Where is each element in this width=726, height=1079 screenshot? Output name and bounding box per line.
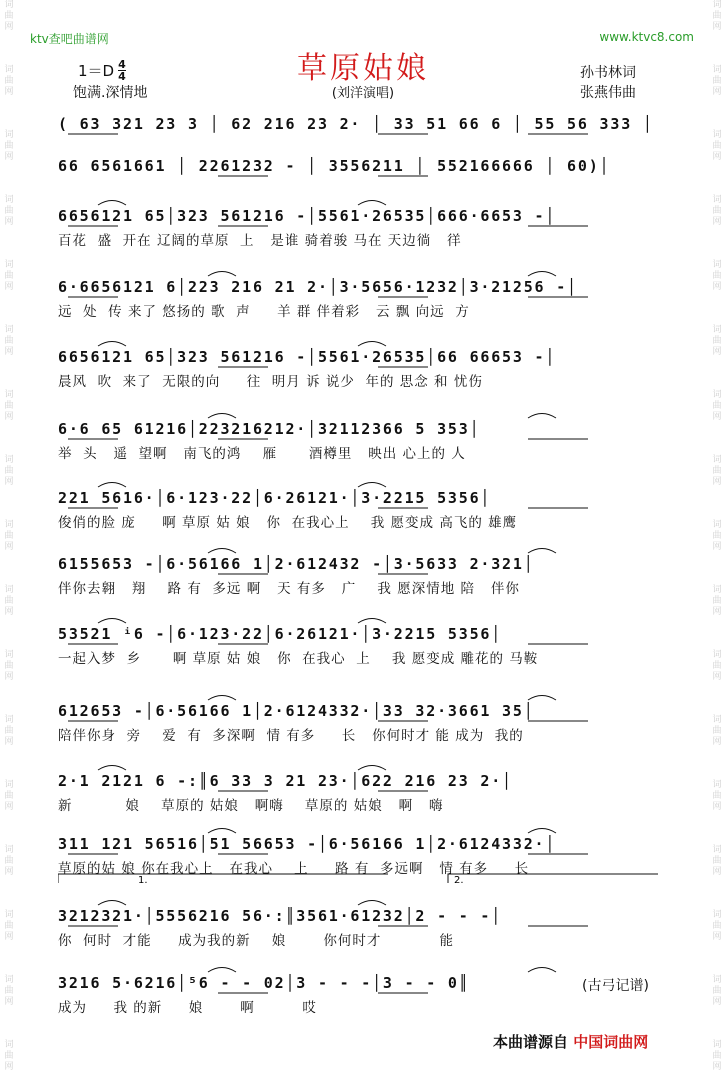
notation-line: [58, 833, 666, 855]
beam-marks: [58, 991, 666, 997]
watermark-group: [4, 390, 13, 423]
notation-line: [58, 700, 666, 722]
notation-line: [58, 487, 666, 509]
notation-line: [58, 972, 666, 994]
time-bottom: 4: [118, 70, 126, 83]
watermark-site-right[interactable]: www.ktvc8.com: [599, 30, 694, 44]
slur-arc: [208, 272, 236, 277]
watermark-char: 曲: [4, 141, 14, 151]
watermark-char: 词: [712, 455, 722, 465]
watermark-char: 曲: [712, 11, 722, 21]
watermark-char: 曲: [712, 466, 722, 476]
beam-marks: [58, 506, 666, 512]
watermark-char: 词: [712, 325, 722, 335]
watermark-group: [712, 520, 721, 553]
watermark-char: 曲: [712, 661, 722, 671]
notation-text: 2·1 2121 6 -:║6 33 3 21 23·│622 216 23 2·│: [58, 772, 513, 790]
watermark-char: 曲: [712, 856, 722, 866]
slur-marks: [58, 614, 666, 624]
watermark-char: 词: [712, 65, 722, 75]
watermark-char: 词: [712, 780, 722, 790]
score-line: [58, 623, 666, 667]
slur-arc: [358, 766, 386, 771]
watermark-char: 词: [712, 910, 722, 920]
watermark-group: [4, 195, 13, 228]
watermark-char: 词: [4, 520, 14, 530]
watermark-char: 词: [712, 845, 722, 855]
notation-text: 66 6561661 │ 2261232 - │ 3556211 │ 552166666 │ 60)│: [58, 157, 611, 175]
watermark-char: 网: [4, 22, 14, 32]
slur-arc: [358, 342, 386, 347]
slur-marks: [58, 337, 666, 347]
beam-marks: [58, 295, 666, 301]
lyric-line: 成为 我 的新 娘 啊 哎: [58, 1000, 317, 1016]
lyric-line: 伴你去翱 翔 路 有 多远 啊 天 有多 广 我 愿深情地 陪 伴你: [58, 581, 520, 597]
watermark-char: 网: [4, 477, 14, 487]
watermark-char: 网: [4, 542, 14, 552]
watermark-char: 网: [4, 347, 14, 357]
notation-line: [58, 623, 666, 645]
slur-marks: [58, 544, 666, 554]
slur-arc: [208, 696, 236, 701]
watermark-char: 词: [4, 0, 14, 10]
slur-marks: [58, 267, 666, 277]
beam-marks: [58, 642, 666, 648]
slur-marks: [58, 146, 666, 156]
watermark-char: 曲: [712, 726, 722, 736]
slur-arc: [528, 968, 556, 973]
watermark-group: [4, 1040, 13, 1073]
watermark-group: [712, 1040, 721, 1073]
watermark-char: 网: [712, 22, 722, 32]
watermark-char: 曲: [712, 271, 722, 281]
notation-line: [58, 770, 666, 792]
watermark-char: 曲: [712, 76, 722, 86]
notation-text: 53521 ⁱ6 -│6·123·22│6·26121·│3·2215 5356│: [58, 625, 503, 643]
slur-arc: [98, 483, 126, 488]
watermark-char: 网: [712, 282, 722, 292]
watermark-char: 网: [4, 87, 14, 97]
notation-text: 612653 -│6·56166 1│2·6124332·│33 32·3661 35│: [58, 702, 535, 720]
watermark-char: 曲: [4, 401, 14, 411]
watermark-group: [712, 845, 721, 878]
source-label: 本曲谱源自: [493, 1033, 569, 1051]
notation-line: [58, 155, 666, 177]
lyric-line: 百花 盛 开在 辽阔的草原 上 是谁 骑着骏 马在 天边徜 徉: [58, 233, 462, 249]
watermark-char: 词: [712, 130, 722, 140]
watermark-char: 网: [712, 672, 722, 682]
score-line: [58, 700, 666, 744]
watermark-char: 曲: [4, 76, 14, 86]
volta-brackets: [58, 872, 666, 884]
watermark-group: [712, 780, 721, 813]
watermark-char: 网: [712, 802, 722, 812]
slur-marks: [58, 761, 666, 771]
watermark-group: [712, 975, 721, 1008]
watermark-char: 网: [712, 217, 722, 227]
notation-text: 221 5616·│6·123·22│6·26121·│3·2215 5356│: [58, 489, 492, 507]
slur-arc: [208, 968, 236, 973]
slur-marks: [58, 104, 666, 114]
watermark-char: 网: [712, 997, 722, 1007]
notation-line: [58, 205, 666, 227]
watermark-char: 网: [712, 607, 722, 617]
score-line: [58, 418, 666, 462]
watermark-char: 网: [4, 607, 14, 617]
watermark-group: [4, 325, 13, 358]
slur-arc: [208, 549, 236, 554]
slur-arc: [208, 829, 236, 834]
watermark-char: 词: [712, 715, 722, 725]
watermark-group: [4, 130, 13, 163]
score-line: [58, 833, 666, 877]
watermark-char: 词: [4, 130, 14, 140]
beam-marks: [58, 789, 666, 795]
watermark-group: [4, 455, 13, 488]
singer-credit: (刘洋演唱): [331, 86, 395, 101]
watermark-char: 词: [4, 910, 14, 920]
score-line: [58, 346, 666, 390]
score-line: [58, 205, 666, 249]
watermark-char: 词: [4, 585, 14, 595]
watermark-char: 词: [4, 260, 14, 270]
notation-text: 6155653 -│6·56166 1│2·612432 -│3·5633 2·321│: [58, 555, 535, 573]
watermark-char: 网: [4, 282, 14, 292]
lyric-line: 远 处 传 来了 悠扬的 歌 声 羊 群 伴着彩 云 飘 向远 方: [58, 304, 470, 320]
slur-marks: [58, 478, 666, 488]
slur-arc: [528, 272, 556, 277]
watermark-char: 词: [4, 390, 14, 400]
lyricist-credit: 孙书林词: [580, 65, 636, 81]
slur-marks: [58, 691, 666, 701]
watermark-group: [712, 130, 721, 163]
notation-text: 6·6 65 61216│223216212·│32112366 5 353│: [58, 420, 481, 438]
watermark-char: 曲: [712, 336, 722, 346]
notation-text: 3212321·│5556216 56·:║3561·61232│2 - - -│: [58, 907, 503, 925]
notation-line: [58, 346, 666, 368]
watermark-char: 曲: [4, 986, 14, 996]
watermark-char: 词: [712, 1040, 722, 1050]
watermark-group: [4, 910, 13, 943]
watermark-group: [712, 260, 721, 293]
watermark-char: 词: [4, 455, 14, 465]
right-watermark-strip: [710, 0, 724, 1079]
beam-marks: [58, 224, 666, 230]
watermark-char: 网: [4, 412, 14, 422]
watermark-char: 词: [712, 975, 722, 985]
watermark-char: 词: [712, 260, 722, 270]
slur-arc: [98, 901, 126, 906]
watermark-char: 词: [4, 65, 14, 75]
beam-marks: [58, 924, 666, 930]
lyric-line: 陪伴你身 旁 爱 有 多深啊 情 有多 长 你何时才 能 成为 我的: [58, 728, 524, 744]
watermark-group: [712, 325, 721, 358]
watermark-char: 网: [4, 997, 14, 1007]
slur-arc: [528, 549, 556, 554]
watermark-char: 网: [4, 1062, 14, 1072]
watermark-char: 词: [4, 1040, 14, 1050]
watermark-group: [4, 0, 13, 33]
watermark-char: 曲: [4, 11, 14, 21]
watermark-site-left[interactable]: ktv查吧曲谱网: [30, 32, 109, 46]
time-top: 4: [118, 58, 126, 71]
watermark-char: 曲: [4, 921, 14, 931]
watermark-char: 曲: [4, 336, 14, 346]
slur-arc: [528, 414, 556, 419]
watermark-group: [712, 390, 721, 423]
volta-first: 1.: [138, 875, 148, 884]
notation-line: [58, 276, 666, 298]
notation-line: [58, 905, 666, 927]
lyric-line: 你 何时 才能 成为我的新 娘 你何时才 能: [58, 933, 455, 949]
slur-arc: [98, 766, 126, 771]
slur-marks: [58, 896, 666, 906]
watermark-char: 曲: [4, 661, 14, 671]
lyric-line: 举 头 遥 望啊 南飞的鸿 雁 酒樽里 映出 心上的 人: [58, 446, 466, 462]
watermark-char: 曲: [712, 596, 722, 606]
watermark-char: 网: [4, 737, 14, 747]
beam-marks: [58, 174, 666, 180]
watermark-char: 网: [712, 152, 722, 162]
slur-arc: [528, 696, 556, 701]
notation-text: 6656121 65│323 561216 -│5561·26535│666·6653 -│: [58, 207, 557, 225]
slur-arc: [98, 619, 126, 624]
watermark-char: 网: [712, 542, 722, 552]
beam-marks: [58, 365, 666, 371]
watermark-char: 网: [4, 802, 14, 812]
left-watermark-strip: [2, 0, 16, 1079]
beam-marks: [58, 719, 666, 725]
score-line: [58, 972, 666, 1016]
watermark-char: 网: [4, 932, 14, 942]
slur-marks: [58, 963, 666, 973]
slur-marks: [58, 409, 666, 419]
notation-text: 6656121 65│323 561216 -│5561·26535│66 66653 -│: [58, 348, 557, 366]
slur-arc: [98, 342, 126, 347]
watermark-char: 曲: [4, 1051, 14, 1061]
notation-line: [58, 553, 666, 575]
notation-line: [58, 418, 666, 440]
watermark-char: 曲: [712, 531, 722, 541]
slur-arc: [358, 619, 386, 624]
beam-marks: [58, 437, 666, 443]
lyric-line: 俊俏的脸 庞 啊 草原 姑 娘 你 在我心上 我 愿变成 高飞的 雄鹰: [58, 515, 518, 531]
notation-text: ( 63 321 23 3 │ 62 216 23 2· │ 33 51 66 6 │ 55 56 333 │: [58, 115, 654, 133]
source-site[interactable]: 中国词曲网: [573, 1033, 649, 1051]
source-line: [493, 1031, 648, 1052]
slur-arc: [208, 414, 236, 419]
watermark-char: 网: [712, 867, 722, 877]
lyric-line: 晨风 吹 来了 无限的向 往 明月 诉 说少 年的 思念 和 忧伤: [58, 374, 483, 390]
watermark-char: 曲: [712, 1051, 722, 1061]
watermark-char: 网: [4, 672, 14, 682]
slur-arc: [98, 201, 126, 206]
watermark-char: 网: [712, 347, 722, 357]
watermark-char: 曲: [4, 791, 14, 801]
volta-second: 2.: [454, 875, 464, 884]
watermark-char: 词: [4, 325, 14, 335]
watermark-char: 词: [712, 195, 722, 205]
lyric-line: 草原的姑 娘 你在我心上 在我心 上 路 有 多远啊 情 有多 长: [58, 861, 530, 877]
watermark-group: [712, 650, 721, 683]
watermark-char: 词: [4, 845, 14, 855]
watermark-char: 词: [4, 195, 14, 205]
beam-marks: [58, 132, 666, 138]
watermark-group: [4, 585, 13, 618]
score-line: [58, 155, 666, 177]
score-line: [58, 276, 666, 320]
watermark-char: 网: [4, 152, 14, 162]
lyric-line: 一起入梦 乡 啊 草原 姑 娘 你 在我心 上 我 愿变成 雕花的 马鞍: [58, 651, 539, 667]
watermark-char: 词: [712, 585, 722, 595]
watermark-char: 曲: [4, 596, 14, 606]
watermark-char: 网: [4, 217, 14, 227]
watermark-char: 网: [712, 412, 722, 422]
watermark-char: 词: [712, 650, 722, 660]
transcriber-note: (古弓记谱): [582, 978, 649, 994]
watermark-char: 曲: [712, 791, 722, 801]
score-line: [58, 487, 666, 531]
watermark-group: [4, 650, 13, 683]
notation-text: 311 121 56516│51 56653 -│6·56166 1│2·6124332·│: [58, 835, 557, 853]
mood-marking: 饱满.深情地: [73, 85, 148, 101]
watermark-char: 曲: [712, 986, 722, 996]
watermark-char: 曲: [712, 921, 722, 931]
watermark-char: 词: [4, 780, 14, 790]
notation-line: [58, 113, 666, 135]
watermark-group: [4, 260, 13, 293]
watermark-char: 曲: [4, 726, 14, 736]
watermark-char: 网: [712, 87, 722, 97]
slur-marks: [58, 196, 666, 206]
watermark-group: [4, 520, 13, 553]
watermark-char: 网: [712, 932, 722, 942]
watermark-char: 词: [4, 975, 14, 985]
composer-credit: 张燕伟曲: [580, 85, 636, 101]
watermark-char: 曲: [4, 856, 14, 866]
watermark-group: [712, 585, 721, 618]
lyric-line: 新 娘 草原的 姑娘 啊嗨 草原的 姑娘 啊 嗨: [58, 798, 444, 814]
watermark-char: 词: [712, 0, 722, 10]
notation-text: 3216 5·6216│⁵6 - - 02│3 - - -│3 - - 0║: [58, 974, 470, 992]
slur-arc: [358, 483, 386, 488]
slur-arc: [358, 901, 386, 906]
watermark-char: 词: [4, 715, 14, 725]
song-title: 草原姑娘: [297, 51, 429, 86]
watermark-char: 曲: [4, 466, 14, 476]
slur-arc: [528, 829, 556, 834]
watermark-group: [712, 455, 721, 488]
watermark-char: 网: [4, 867, 14, 877]
score-line: [58, 905, 666, 949]
watermark-group: [712, 195, 721, 228]
watermark-char: 网: [712, 1062, 722, 1072]
score-line: [58, 113, 666, 135]
beam-marks: [58, 572, 666, 578]
watermark-group: [712, 0, 721, 33]
watermark-group: [4, 780, 13, 813]
watermark-char: 曲: [712, 141, 722, 151]
score-line: [58, 553, 666, 597]
watermark-char: 词: [4, 650, 14, 660]
score-line: [58, 770, 666, 814]
watermark-char: 网: [712, 477, 722, 487]
watermark-char: 曲: [4, 271, 14, 281]
watermark-group: [712, 910, 721, 943]
watermark-char: 曲: [4, 206, 14, 216]
watermark-group: [4, 715, 13, 748]
watermark-char: 曲: [4, 531, 14, 541]
watermark-char: 词: [712, 390, 722, 400]
watermark-char: 曲: [712, 206, 722, 216]
watermark-char: 曲: [712, 401, 722, 411]
watermark-group: [4, 975, 13, 1008]
slur-marks: [58, 824, 666, 834]
notation-text: 6·6656121 6│223 216 21 2·│3·5656·1232│3·21256 -│: [58, 278, 578, 296]
watermark-char: 词: [712, 520, 722, 530]
watermark-char: 网: [712, 737, 722, 747]
watermark-group: [4, 845, 13, 878]
beam-marks: [58, 852, 666, 858]
watermark-group: [712, 715, 721, 748]
key-label: 1＝D: [78, 62, 115, 80]
slur-arc: [358, 201, 386, 206]
